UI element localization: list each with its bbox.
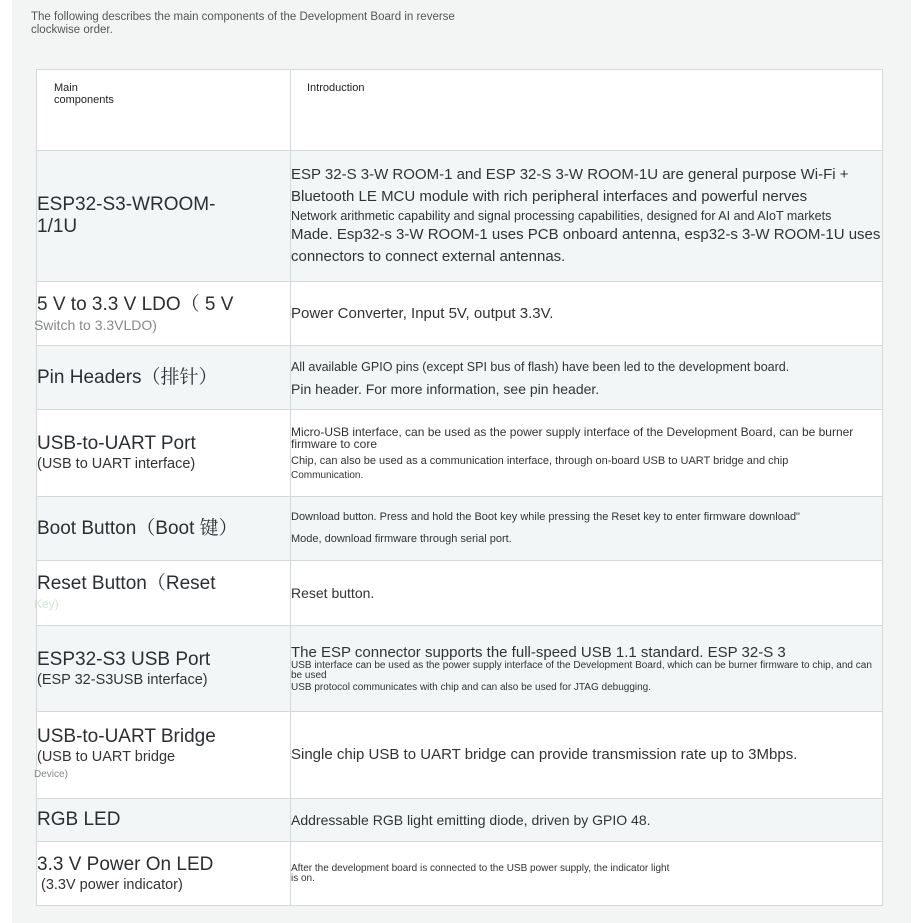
component-desc-line: Reset button. bbox=[291, 585, 375, 601]
component-desc-line: Single chip USB to UART bridge can provide transmission rate up to 3Mbps. bbox=[291, 746, 798, 763]
component-desc-cell bbox=[291, 282, 883, 346]
component-name-cell bbox=[34, 561, 291, 626]
table-row bbox=[37, 151, 883, 282]
table-row bbox=[37, 799, 883, 842]
component-desc-line: Mode, download firmware through serial port. bbox=[291, 533, 512, 545]
component-desc-line: All available GPIO pins (except SPI bus of flash) have been led to the development board. bbox=[291, 359, 790, 374]
component-subname: Device) bbox=[34, 769, 68, 780]
component-name: USB-to-UART Port bbox=[37, 433, 196, 454]
component-desc-cell bbox=[291, 346, 883, 410]
component-desc-line: Download button. Press and hold the Boot key while pressing the Reset key to enter firmware download" bbox=[291, 511, 800, 523]
component-subname: Switch to 3.3VLDO) bbox=[34, 316, 157, 333]
component-name-cell bbox=[37, 497, 291, 561]
header-introduction-cell bbox=[291, 70, 883, 151]
component-desc-line: After the development board is connected to the USB power supply, the indicator light is on. bbox=[291, 862, 670, 884]
component-name-cell bbox=[37, 346, 291, 410]
component-name: ESP32-S3 USB Port bbox=[37, 648, 211, 670]
intro-text: The following describes the main components of the Development Board in reverse clockwise order. bbox=[31, 11, 455, 36]
component-subname: (3.3V power indicator) bbox=[41, 876, 183, 893]
component-name: RGB LED bbox=[37, 809, 121, 830]
component-subname: Key) bbox=[34, 597, 59, 611]
table-row bbox=[37, 346, 883, 410]
table-header-row bbox=[37, 70, 883, 151]
component-name-cell bbox=[34, 282, 291, 346]
component-name-cell bbox=[37, 799, 291, 842]
component-subname: (USB to UART interface) bbox=[37, 456, 196, 472]
table-row bbox=[37, 497, 883, 561]
components-table bbox=[36, 69, 883, 906]
component-desc-line: Micro-USB interface, can be used as the power supply interface of the Development Board, can be burner firmware to core bbox=[291, 424, 854, 451]
component-subname: (ESP 32-S3USB interface) bbox=[37, 671, 208, 688]
component-name: USB-to-UART Bridge bbox=[37, 726, 216, 747]
component-name-cell bbox=[37, 410, 291, 497]
component-desc-line: Made. Esp32-s 3-W ROOM-1 uses PCB onboard antenna, esp32-s 3-W ROOM-1U uses connectors to connect external antennas. bbox=[291, 226, 881, 265]
component-subname: (USB to UART bridge bbox=[37, 749, 176, 765]
component-desc-cell bbox=[291, 712, 883, 799]
component-name-cell bbox=[37, 151, 291, 282]
component-desc-line: Network arithmetic capability and signal processing capabilities, designed for AI and AIoT markets bbox=[291, 209, 832, 223]
component-name: ESP32-S3-WROOM-1/1U bbox=[37, 194, 216, 237]
component-name-cell bbox=[34, 712, 291, 799]
component-name-cell bbox=[37, 626, 291, 712]
component-desc-cell bbox=[291, 799, 883, 842]
component-name: Reset Button（Reset bbox=[37, 573, 216, 594]
component-name: 3.3 V Power On LED bbox=[37, 853, 214, 875]
header-component-cell bbox=[37, 70, 291, 151]
component-desc-line: ESP 32-S 3-W ROOM-1 and ESP 32-S 3-W ROOM-1U are general purpose Wi-Fi + Bluetooth LE MCU module with rich peripheral interfaces and powerful nerves bbox=[291, 166, 849, 205]
component-desc-cell bbox=[291, 151, 883, 282]
component-name-cell bbox=[37, 842, 291, 906]
component-desc-cell bbox=[291, 626, 883, 712]
component-desc-cell bbox=[291, 497, 883, 561]
header-component: Main components bbox=[54, 82, 114, 106]
component-desc-cell bbox=[291, 410, 883, 497]
component-desc-line: USB interface can be used as the power supply interface of the Development Board, which can be burner firmware to chip, and can be used bbox=[291, 660, 872, 681]
component-desc-line: Communication. bbox=[291, 469, 364, 481]
component-desc-line: USB protocol communicates with chip and can also be used for JTAG debugging. bbox=[291, 682, 652, 693]
component-name: 5 V to 3.3 V LDO（ 5 V bbox=[37, 293, 234, 315]
component-name: Pin Headers（排针） bbox=[37, 366, 218, 388]
table-row bbox=[37, 626, 883, 712]
component-desc-cell bbox=[291, 842, 883, 906]
table-row bbox=[37, 561, 883, 626]
table-row bbox=[37, 410, 883, 497]
component-desc-line: Pin header. For more information, see pin header. bbox=[291, 380, 600, 397]
component-desc-line: The ESP connector supports the full-speed USB 1.1 standard. ESP 32-S 3 bbox=[291, 644, 786, 661]
component-desc-line: Addressable RGB light emitting diode, driven by GPIO 48. bbox=[291, 812, 651, 828]
component-desc-cell bbox=[291, 561, 883, 626]
component-desc-line: Chip, can also be used as a communication interface, through on-board USB to UART bridge and chip bbox=[291, 454, 789, 467]
component-desc-line: Power Converter, Input 5V, output 3.3V. bbox=[291, 304, 554, 322]
table-row bbox=[37, 712, 883, 799]
component-name: Boot Button（Boot 键） bbox=[37, 517, 238, 539]
table-row bbox=[37, 282, 883, 346]
header-introduction: Introduction bbox=[307, 82, 365, 94]
table-row bbox=[37, 842, 883, 906]
